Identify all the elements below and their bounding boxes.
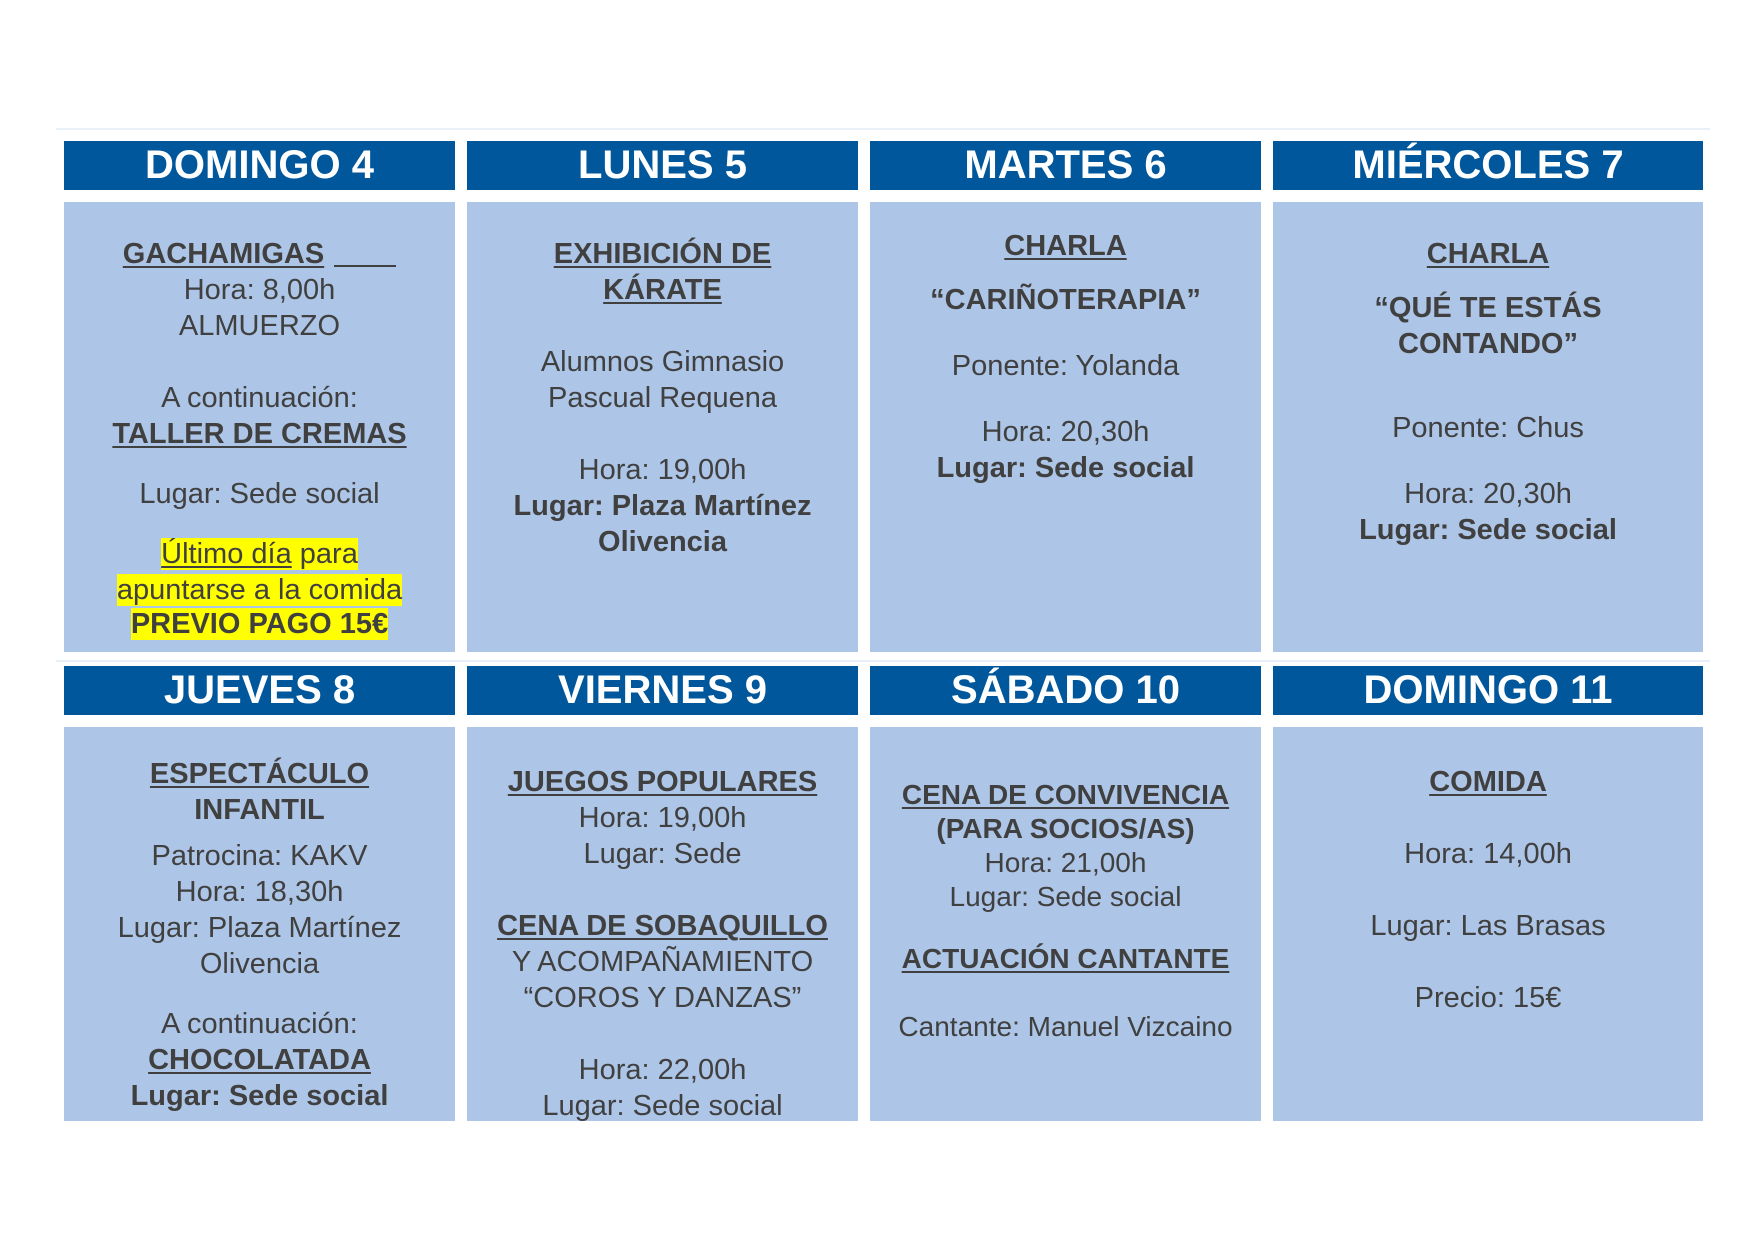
cell-lunes-5 [467,202,858,652]
top-rule [56,128,1710,130]
middle-rule [56,660,1710,662]
event-time: Hora: 8,00h [183,274,336,306]
event-text: A continuación: [161,382,358,414]
event-location: Olivencia [199,948,320,980]
event-time: Hora: 14,00h [1404,838,1572,870]
day-header-lunes-5: LUNES 5 [467,141,858,190]
event-title: GACHAMIGAS [64,236,455,272]
event-title: JUEGOS POPULARES [507,766,818,798]
event-note: ALMUERZO [178,310,341,342]
event-title: INFANTIL [194,794,325,826]
event-title: CHARLA [1426,238,1550,270]
event-location: Lugar: Plaza Martínez [513,490,812,522]
cell-miercoles-7 [1273,202,1703,652]
event-location: Lugar: Sede social [139,478,380,510]
cell-domingo-4 [64,202,455,652]
event-title: ACTUACIÓN CANTANTE [901,943,1230,974]
cell-sabado-10 [870,727,1261,1121]
event-time: Hora: 18,30h [175,876,344,908]
day-header-sabado-10: SÁBADO 10 [870,666,1261,715]
day-header-martes-6: MARTES 6 [870,141,1261,190]
event-text: Y ACOMPAÑAMIENTO [511,946,814,978]
event-speaker: Ponente: Yolanda [951,350,1180,382]
cell-viernes-9 [467,727,858,1121]
event-title: CENA DE SOBAQUILLO [497,910,828,942]
event-location: Lugar: Sede social [936,452,1195,484]
event-time: Hora: 19,00h [578,454,747,486]
event-price: Precio: 15€ [1414,982,1562,1014]
event-location: Lugar: Sede social [1359,514,1617,546]
day-header-jueves-8: JUEVES 8 [64,666,455,715]
event-text: Pascual Requena [548,382,777,414]
event-location: Lugar: Sede social [949,881,1182,912]
cell-martes-6 [870,202,1261,652]
event-title: CHARLA [1004,230,1127,262]
event-text: Alumnos Gimnasio [540,346,785,378]
event-performer: Cantante: Manuel Vizcaino [898,1011,1233,1042]
event-subtitle: CONTANDO” [1398,328,1578,360]
event-time: Hora: 20,30h [1404,478,1572,510]
event-time: Hora: 22,00h [578,1054,747,1086]
highlight-notice: Último día para [161,538,358,570]
event-subtitle: “QUÉ TE ESTÁS [1374,292,1602,324]
event-title: TALLER DE CREMAS [112,418,407,450]
event-subtitle: “CARIÑOTERAPIA” [930,284,1201,316]
cell-domingo-11 [1273,727,1703,1121]
event-title: CENA DE CONVIVENCIA [901,779,1230,810]
event-location: Lugar: Las Brasas [1370,910,1606,942]
event-time: Hora: 21,00h [984,847,1147,878]
event-location: Olivencia [598,526,727,558]
event-subtitle: (PARA SOCIOS/AS) [936,813,1195,844]
highlight-price: PREVIO PAGO 15€ [130,608,389,640]
event-text: A continuación: [161,1008,358,1040]
event-text: “COROS Y DANZAS” [523,982,802,1014]
event-location: Lugar: Plaza Martínez [117,912,402,944]
event-speaker: Ponente: Chus [1392,412,1584,444]
day-header-viernes-9: VIERNES 9 [467,666,858,715]
day-header-domingo-11: DOMINGO 11 [1273,666,1703,715]
event-title: CHOCOLATADA [148,1044,371,1076]
day-header-miercoles-7: MIÉRCOLES 7 [1273,141,1703,190]
event-title: EXHIBICIÓN DE [553,238,772,270]
event-sponsor: Patrocina: KAKV [151,840,368,872]
cell-jueves-8 [64,727,455,1121]
event-title: COMIDA [1429,766,1547,798]
event-title: ESPECTÁCULO [149,758,370,790]
event-location: Lugar: Sede social [130,1080,389,1112]
event-location: Lugar: Sede [583,838,742,870]
event-location: Lugar: Sede social [542,1090,783,1122]
event-time: Hora: 19,00h [578,802,747,834]
event-time: Hora: 20,30h [981,416,1150,448]
highlight-notice: apuntarse a la comida [116,574,403,606]
event-title: KÁRATE [603,274,722,306]
day-header-domingo-4: DOMINGO 4 [64,141,455,190]
